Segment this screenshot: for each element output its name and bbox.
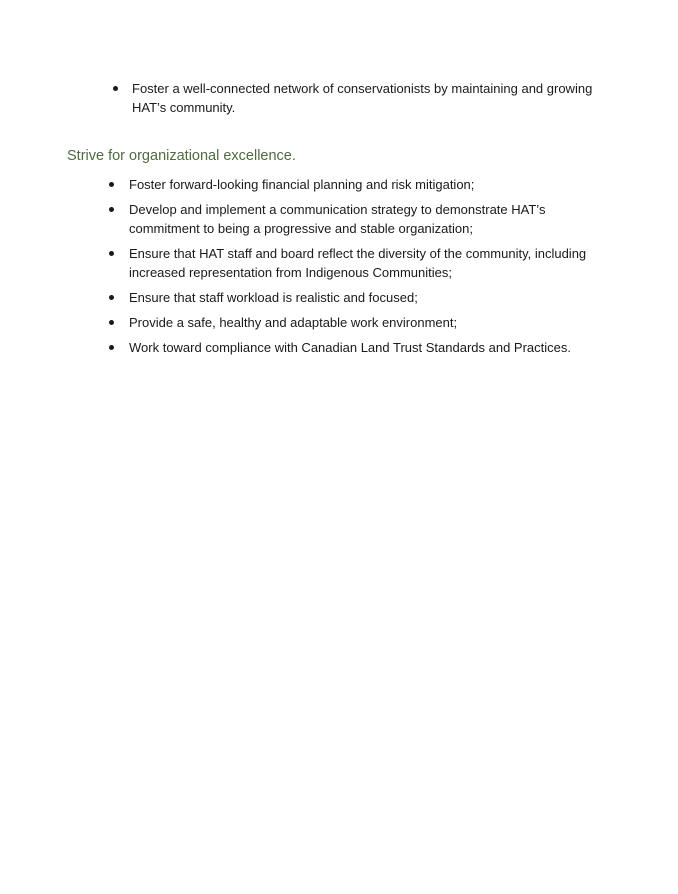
list-item	[108, 288, 608, 307]
list-item-text: Ensure that staff workload is realistic and focused;	[129, 290, 418, 305]
list-item-text: Work toward compliance with Canadian Land Trust Standards and Practices.	[129, 340, 571, 355]
bullet-list-top	[112, 79, 612, 123]
list-item	[112, 79, 612, 117]
list-item-text: Develop and implement a communication strategy to demonstrate HAT’s commitment to being a progressive and stable organization;	[129, 202, 546, 236]
bullet-icon	[113, 86, 118, 91]
list-item	[108, 175, 608, 194]
list-item	[108, 313, 608, 332]
bullet-icon	[109, 182, 114, 187]
bullet-icon	[109, 320, 114, 325]
list-item-text: Foster forward-looking financial planning and risk mitigation;	[129, 177, 475, 192]
list-item	[108, 200, 608, 238]
list-item-text: Ensure that HAT staff and board reflect the diversity of the community, including increased representation from Indigenous Communities;	[129, 246, 587, 280]
list-item	[108, 244, 608, 282]
bullet-icon	[109, 295, 114, 300]
section-heading: Strive for organizational excellence.	[67, 148, 296, 164]
bullet-icon	[109, 207, 114, 212]
list-item-text: Foster a well-connected network of conservationists by maintaining and growing HAT’s community.	[132, 81, 593, 115]
list-item-text: Provide a safe, healthy and adaptable work environment;	[129, 315, 458, 330]
bullet-icon	[109, 251, 114, 256]
bullet-list-organizational-excellence	[108, 175, 608, 363]
list-item	[108, 338, 608, 357]
bullet-icon	[109, 345, 114, 350]
